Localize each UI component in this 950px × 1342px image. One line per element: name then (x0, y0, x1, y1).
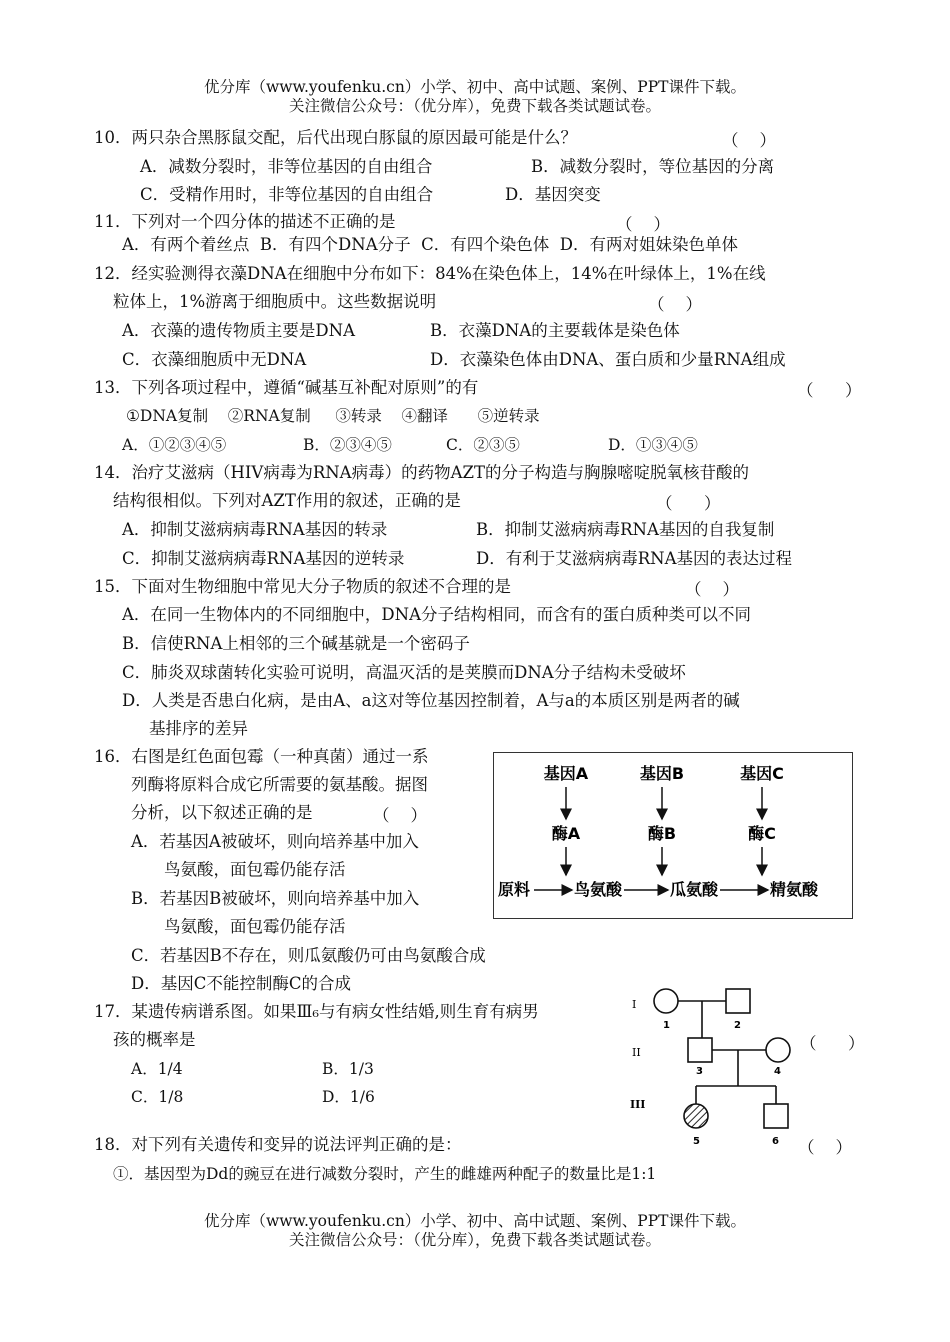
q15-option-d-line1: D．人类是否患白化病，是由A、a这对等位基因控制着，A与a的本质区别是两者的碱 (122, 691, 740, 710)
q13-option-d: D．①③④⑤ (608, 436, 698, 454)
metabolic-pathway-diagram (493, 752, 853, 919)
generation-label-2: II (632, 1046, 641, 1059)
q11-answer-bracket: （ ） (616, 215, 670, 234)
q13-answer-bracket: （ ） (797, 381, 862, 400)
header-line-1: 优分库（www.youfenku.cn）小学、初中、高中试题、案例、PPT课件下载。 (203, 78, 747, 96)
q13-option-c: C．②③⑤ (446, 436, 520, 454)
header-line-2: 关注微信公众号：（优分库），免费下载各类试题试卷。 (288, 97, 661, 115)
enzyme-a-label: 酶A (551, 824, 581, 843)
q14-stem-line2: 结构很相似。下列对AZT作用的叙述，正确的是 (113, 491, 461, 510)
q10-stem: 10．两只杂合黑豚鼠交配，后代出现白豚鼠的原因最可能是什么？ (94, 128, 577, 147)
q16-option-b-line1: B．若基因B被破坏，则向培养基中加入 (131, 889, 420, 908)
q13-stem: 13．下列各项过程中，遵循“碱基互补配对原则”的有 (94, 378, 479, 397)
q18-item-1: ①．基因型为Dd的豌豆在进行减数分裂时，产生的雌雄两种配子的数量比是1:1 (113, 1165, 657, 1183)
q15-option-a: A．在同一生物体内的不同细胞中，DNA分子结构相同，而含有的蛋白质种类可以不同 (122, 605, 751, 624)
q11-stem: 11．下列对一个四分体的描述不正确的是 (94, 212, 396, 231)
q17-stem-line2: 孩的概率是 (113, 1030, 196, 1049)
q17-option-c: C．1/8 (131, 1088, 184, 1106)
q16-stem-line3: 分析，以下叙述正确的是 (131, 803, 313, 822)
q15-option-c: C．肺炎双球菌转化实验可说明，高温灭活的是荚膜而DNA分子结构未受破坏 (122, 663, 686, 682)
q15-answer-bracket: （ ） (685, 580, 739, 599)
q11-options: A．有两个着丝点 B．有四个DNA分子 C．有四个染色体 D．有两对姐妹染色单体 (122, 235, 738, 254)
q10-option-a: A．减数分裂时，非等位基因的自由组合 (140, 157, 433, 176)
q16-stem-line1: 16．右图是红色面包霉（一种真菌）通过一系 (94, 747, 429, 766)
q16-option-b-line2: 鸟氨酸，面包霉仍能存活 (164, 917, 346, 936)
individual-label-1: 1 (663, 1020, 670, 1031)
q12-stem-line1: 12．经实验测得衣藻DNA在细胞中分布如下：84%在染色体上，14%在叶绿体上，1%在线 (94, 264, 766, 283)
q10-option-d: D．基因突变 (505, 185, 601, 204)
citrulline-label: 瓜氨酸 (670, 880, 719, 899)
q14-option-b: B．抑制艾滋病病毒RNA基因的自我复制 (476, 520, 775, 539)
q13-option-a: A．①②③④⑤ (122, 436, 227, 454)
gene-b-label: 基因B (639, 764, 685, 783)
pedigree-chart (626, 980, 816, 1150)
individual-5-affected-female (684, 1104, 708, 1128)
individual-label-6: 6 (772, 1136, 779, 1147)
q12-option-d: D．衣藻染色体由DNA、蛋白质和少量RNA组成 (430, 350, 786, 369)
q10-option-c: C．受精作用时，非等位基因的自由组合 (140, 185, 434, 204)
individual-4-female (766, 1038, 790, 1062)
footer-line-1: 优分库（www.youfenku.cn）小学、初中、高中试题、案例、PPT课件下载。 (203, 1212, 747, 1230)
q16-stem-line2: 列酶将原料合成它所需要的氨基酸。据图 (131, 775, 428, 794)
arginine-label: 精氨酸 (770, 880, 819, 899)
q13-option-b: B．②③④⑤ (303, 436, 392, 454)
q15-option-d-line2: 基排序的差异 (149, 719, 248, 738)
q17-option-b: B．1/3 (322, 1060, 374, 1078)
generation-label-3: III (630, 1098, 646, 1111)
gene-a-label: 基因A (543, 764, 589, 783)
individual-3-male (688, 1038, 712, 1062)
individual-2-male (726, 989, 750, 1013)
q17-answer-bracket: （ ） (800, 1034, 865, 1053)
q16-option-a-line1: A．若基因A被破坏，则向培养基中加入 (131, 832, 419, 851)
q12-option-c: C．衣藻细胞质中无DNA (122, 350, 307, 369)
q14-option-c: C．抑制艾滋病病毒RNA基因的逆转录 (122, 549, 405, 568)
enzyme-b-label: 酶B (647, 824, 677, 843)
q14-stem-line1: 14．治疗艾滋病（HIV病毒为RNA病毒）的药物AZT的分子构造与胸腺嘧啶脱氧核苷酸的 (94, 463, 749, 482)
q16-answer-bracket: （ ） (373, 806, 427, 825)
footer-line-2: 关注微信公众号：（优分库），免费下载各类试题试卷。 (288, 1231, 661, 1249)
q15-stem: 15．下面对生物细胞中常见大分子物质的叙述不合理的是 (94, 577, 511, 596)
individual-label-2: 2 (734, 1020, 741, 1031)
q15-option-b: B．信使RNA上相邻的三个碱基就是一个密码子 (122, 634, 470, 653)
gene-c-label: 基因C (740, 764, 784, 783)
enzyme-c-label: 酶C (748, 824, 776, 843)
q18-stem: 18．对下列有关遗传和变异的说法评判正确的是： (94, 1135, 462, 1154)
ornithine-label: 鸟氨酸 (574, 880, 623, 899)
raw-material-label: 原料 (498, 880, 531, 899)
q10-option-b: B．减数分裂时，等位基因的分离 (531, 157, 775, 176)
q12-option-b: B．衣藻DNA的主要载体是染色体 (430, 321, 680, 340)
q16-option-c: C．若基因B不存在，则瓜氨酸仍可由鸟氨酸合成 (131, 946, 486, 965)
individual-6-male (764, 1104, 788, 1128)
q14-answer-bracket: （ ） (656, 494, 721, 513)
q17-option-d: D．1/6 (322, 1088, 375, 1106)
individual-label-4: 4 (774, 1066, 781, 1077)
q14-option-d: D．有利于艾滋病病毒RNA基因的表达过程 (476, 549, 793, 568)
q12-stem-line2: 粒体上，1%游离于细胞质中。这些数据说明 (113, 292, 437, 311)
q10-answer-bracket: （ ） (722, 131, 776, 150)
q16-option-d: D．基因C不能控制酶C的合成 (131, 974, 351, 993)
q13-items: ①DNA复制 ②RNA复制 ③转录 ④翻译 ⑤逆转录 (126, 407, 540, 425)
individual-label-5: 5 (693, 1136, 700, 1147)
q16-option-a-line2: 鸟氨酸，面包霉仍能存活 (164, 860, 346, 879)
q17-stem-line1: 17．某遗传病谱系图。如果Ⅲ₆与有病女性结婚,则生育有病男 (94, 1002, 539, 1021)
q17-option-a: A．1/4 (131, 1060, 183, 1078)
individual-1-female (654, 989, 678, 1013)
q12-answer-bracket: （ ） (648, 295, 702, 314)
generation-label-1: I (632, 998, 637, 1011)
q14-option-a: A．抑制艾滋病病毒RNA基因的转录 (122, 520, 388, 539)
q12-option-a: A．衣藻的遗传物质主要是DNA (122, 321, 355, 340)
individual-label-3: 3 (696, 1066, 703, 1077)
q18-answer-bracket: （ ） (798, 1138, 852, 1157)
